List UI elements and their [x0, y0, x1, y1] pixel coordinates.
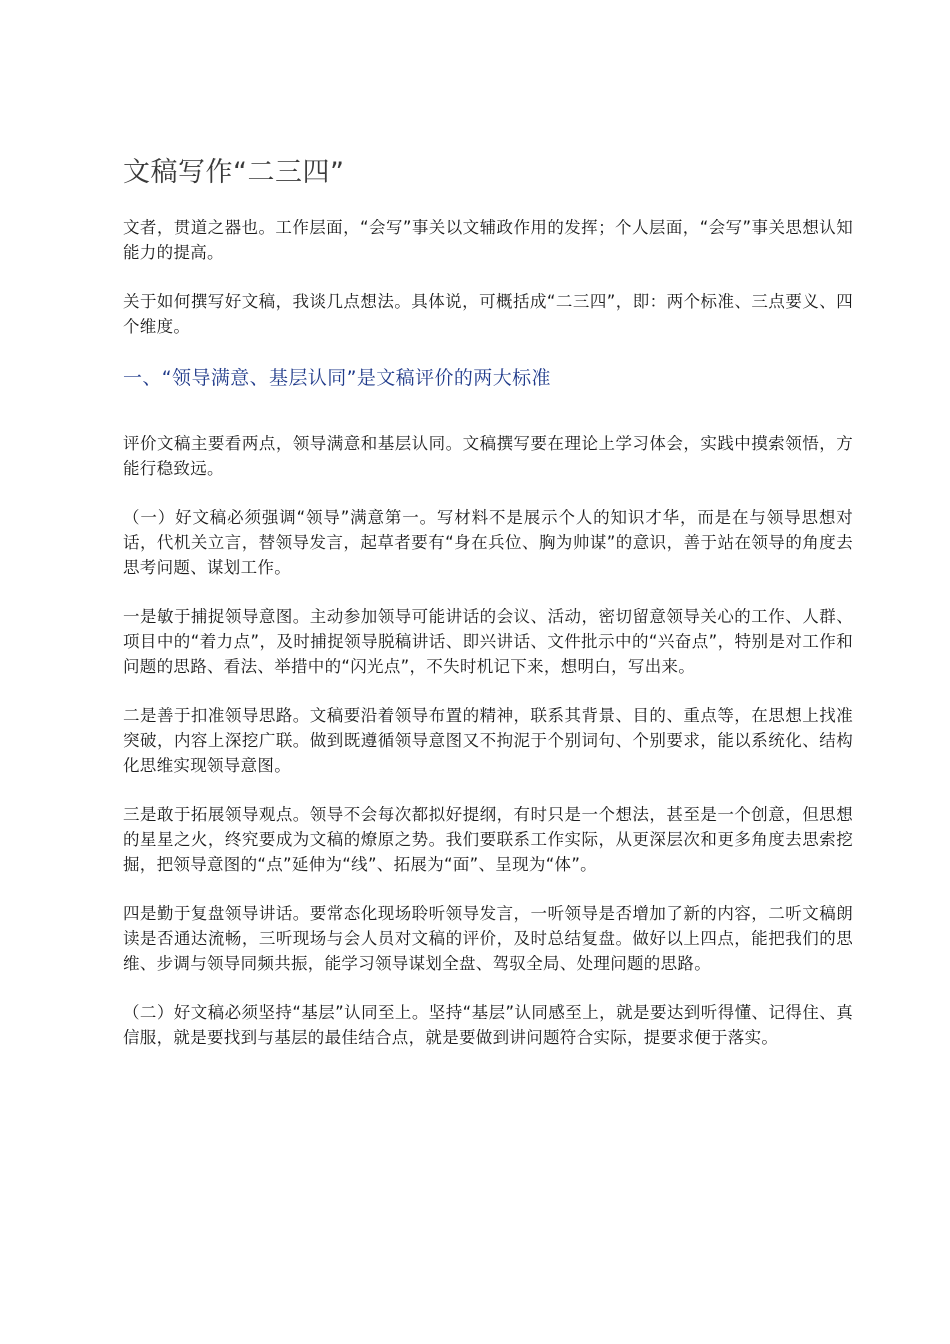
intro-paragraph: 文者，贯道之器也。工作层面，“会写”事关以文辅政作用的发挥；个人层面，“会写”事关思想认知能力的提高。 — [123, 218, 853, 262]
body-paragraph: 一是敏于捕捉领导意图。主动参加领导可能讲话的会议、活动，密切留意领导关心的工作、人群、项目中的“着力点”，及时捕捉领导脱稿讲话、即兴讲话、文件批示中的“兴奋点”，特别是对工作和问题的思路、看法、举措中的“闪光点”，不失时机记下来，想明白，写出来。 — [123, 607, 853, 676]
section-heading: 一、“领导满意、基层认同”是文稿评价的两大标准 — [123, 367, 551, 389]
document-title: 文稿写作“二三四” — [123, 157, 345, 188]
body-paragraph: 四是勤于复盘领导讲话。要常态化现场聆听领导发言，一听领导是否增加了新的内容，二听文稿朗读是否通达流畅，三听现场与会人员对文稿的评价，及时总结复盘。做好以上四点，能把我们的思维、步调与领导同频共振，能学习领导谋划全盘、驾驭全局、处理问题的思路。 — [123, 904, 853, 973]
intro-paragraph: 关于如何撰写好文稿，我谈几点想法。具体说，可概括成“二三四”，即：两个标准、三点要义、四个维度。 — [123, 292, 853, 336]
body-paragraph: （二）好文稿必须坚持“基层”认同至上。坚持“基层”认同感至上，就是要达到听得懂、记得住、真信服，就是要找到与基层的最佳结合点，就是要做到讲问题符合实际，提要求便于落实。 — [123, 1003, 853, 1047]
document-body — [123, 153, 853, 1074]
body-paragraph: 三是敢于拓展领导观点。领导不会每次都拟好提纲，有时只是一个想法，甚至是一个创意，但思想的星星之火，终究要成为文稿的燎原之势。我们要联系工作实际，从更深层次和更多角度去思索挖掘，把领导意图的“点”延伸为“线”、拓展为“面”、呈现为“体”。 — [123, 805, 853, 874]
body-paragraph: （一）好文稿必须强调“领导”满意第一。写材料不是展示个人的知识才华，而是在与领导思想对话，代机关立言，替领导发言，起草者要有“身在兵位、胸为帅谋”的意识，善于站在领导的角度去思考问题、谋划工作。 — [123, 508, 853, 577]
body-paragraph: 二是善于扣准领导思路。文稿要沿着领导布置的精神，联系其背景、目的、重点等，在思想上找准突破，内容上深挖广联。做到既遵循领导意图又不拘泥于个别词句、个别要求，能以系统化、结构化思维实现领导意图。 — [123, 706, 853, 775]
body-paragraph: 评价文稿主要看两点，领导满意和基层认同。文稿撰写要在理论上学习体会，实践中摸索领悟，方能行稳致远。 — [123, 434, 853, 478]
